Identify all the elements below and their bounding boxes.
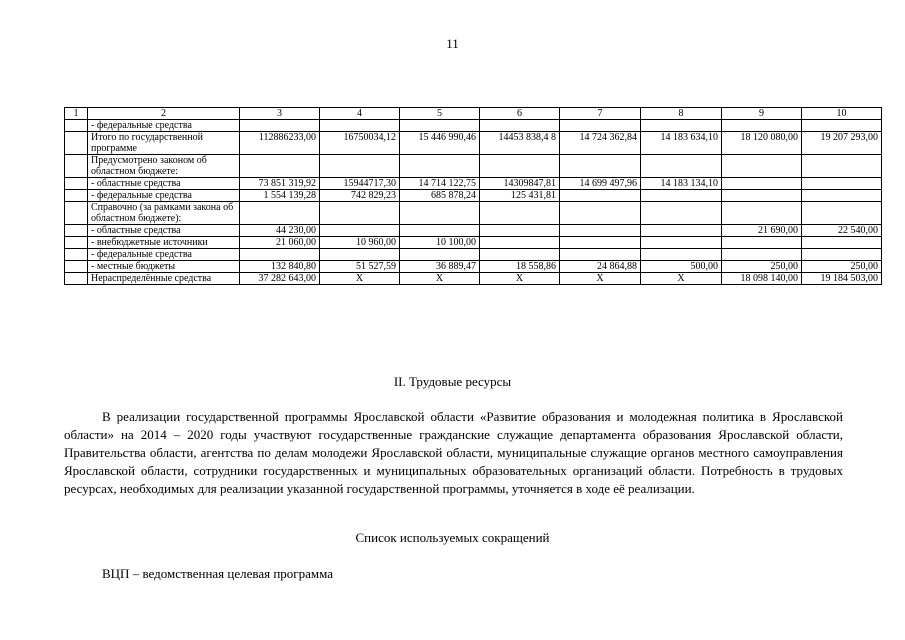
- value-cell: 14 724 362,84: [560, 132, 641, 155]
- row-label: Справочно (за рамками закона об областном бюджете):: [88, 202, 240, 225]
- value-cell: 14309847,81: [480, 178, 560, 190]
- value-cell: [560, 249, 641, 261]
- value-cell: [722, 155, 802, 178]
- value-cell: [641, 225, 722, 237]
- value-cell: [240, 249, 320, 261]
- value-cell: 44 230,00: [240, 225, 320, 237]
- value-cell: 19 184 503,00: [802, 273, 882, 285]
- value-cell: 112886233,00: [240, 132, 320, 155]
- table-row: [65, 178, 882, 190]
- value-cell: [802, 178, 882, 190]
- value-cell: [560, 190, 641, 202]
- value-cell: Х: [641, 273, 722, 285]
- value-cell: [641, 249, 722, 261]
- value-cell: 18 558,86: [480, 261, 560, 273]
- column-header: 3: [240, 108, 320, 120]
- row-number-cell: [65, 249, 88, 261]
- value-cell: [722, 249, 802, 261]
- value-cell: [320, 120, 400, 132]
- column-header: 1: [65, 108, 88, 120]
- value-cell: [400, 225, 480, 237]
- value-cell: 21 690,00: [722, 225, 802, 237]
- value-cell: 24 864,88: [560, 261, 641, 273]
- row-number-cell: [65, 225, 88, 237]
- value-cell: [400, 120, 480, 132]
- value-cell: 15 446 990,46: [400, 132, 480, 155]
- value-cell: [240, 202, 320, 225]
- row-number-cell: [65, 237, 88, 249]
- value-cell: [400, 155, 480, 178]
- row-label: - областные средства: [88, 225, 240, 237]
- section-title: II. Трудовые ресурсы: [393, 374, 512, 389]
- value-cell: 18 120 080,00: [722, 132, 802, 155]
- row-label: - федеральные средства: [88, 190, 240, 202]
- value-cell: Х: [480, 273, 560, 285]
- table-row: [65, 225, 882, 237]
- value-cell: [320, 249, 400, 261]
- column-header: 5: [400, 108, 480, 120]
- row-number-cell: [65, 273, 88, 285]
- value-cell: 250,00: [722, 261, 802, 273]
- value-cell: 51 527,59: [320, 261, 400, 273]
- row-number-cell: [65, 202, 88, 225]
- value-cell: [802, 190, 882, 202]
- value-cell: Х: [560, 273, 641, 285]
- table-row: [65, 237, 882, 249]
- value-cell: [480, 249, 560, 261]
- value-cell: [240, 120, 320, 132]
- value-cell: [641, 120, 722, 132]
- value-cell: [480, 202, 560, 225]
- table-row: [65, 190, 882, 202]
- value-cell: 500,00: [641, 261, 722, 273]
- row-number-cell: [65, 190, 88, 202]
- row-number-cell: [65, 132, 88, 155]
- value-cell: [480, 225, 560, 237]
- table-row: [65, 155, 882, 178]
- value-cell: 21 060,00: [240, 237, 320, 249]
- row-number-cell: [65, 120, 88, 132]
- row-number-cell: [65, 178, 88, 190]
- table-row: [65, 202, 882, 225]
- value-cell: 14 183 634,10: [641, 132, 722, 155]
- value-cell: 73 851 319,92: [240, 178, 320, 190]
- value-cell: 10 960,00: [320, 237, 400, 249]
- value-cell: [641, 202, 722, 225]
- row-label: - местные бюджеты: [88, 261, 240, 273]
- table-row: [65, 249, 882, 261]
- value-cell: [320, 225, 400, 237]
- value-cell: 132 840,80: [240, 261, 320, 273]
- value-cell: 742 829,23: [320, 190, 400, 202]
- table-row: [65, 261, 882, 273]
- column-header: 2: [88, 108, 240, 120]
- row-number-cell: [65, 155, 88, 178]
- value-cell: [480, 120, 560, 132]
- body-paragraph: В реализации государственной программы Ярославской области «Развитие образования и молодежная политика в Ярославской области» на 2014 – 2020 годы участвуют государственные гражданские служащие департамента образования Ярославской области, Правительства области, агентства по делам молодежи Ярославской области, муниципальные служащие органов местного самоуправления Ярославской области, сотрудники государственных и муниципальных образовательных организаций области. Потребность в трудовых ресурсах, необходимых для реализации указанной государственной программы, уточняется в ходе её реализации.: [64, 409, 843, 496]
- row-number-cell: [65, 261, 88, 273]
- value-cell: [802, 249, 882, 261]
- value-cell: 685 878,24: [400, 190, 480, 202]
- value-cell: 18 098 140,00: [722, 273, 802, 285]
- financing-table: [64, 107, 882, 285]
- row-label: - областные средства: [88, 178, 240, 190]
- row-label: Предусмотрено законом об областном бюджете:: [88, 155, 240, 178]
- row-label: Итого по государственной программе: [88, 132, 240, 155]
- value-cell: 10 100,00: [400, 237, 480, 249]
- value-cell: [240, 155, 320, 178]
- value-cell: Х: [320, 273, 400, 285]
- column-header: 7: [560, 108, 641, 120]
- column-header: 4: [320, 108, 400, 120]
- value-cell: 1 554 139,28: [240, 190, 320, 202]
- value-cell: [722, 237, 802, 249]
- table-row: [65, 273, 882, 285]
- value-cell: 37 282 643,00: [240, 273, 320, 285]
- value-cell: [400, 202, 480, 225]
- value-cell: 14 699 497,96: [560, 178, 641, 190]
- value-cell: [400, 249, 480, 261]
- value-cell: [802, 202, 882, 225]
- value-cell: [802, 237, 882, 249]
- value-cell: [722, 178, 802, 190]
- value-cell: [802, 120, 882, 132]
- value-cell: 19 207 293,00: [802, 132, 882, 155]
- value-cell: [641, 190, 722, 202]
- abbreviations-title: Список используемых сокращений: [355, 530, 550, 545]
- value-cell: [722, 190, 802, 202]
- row-label: - федеральные средства: [88, 120, 240, 132]
- value-cell: [480, 237, 560, 249]
- value-cell: [722, 120, 802, 132]
- value-cell: [641, 237, 722, 249]
- column-header: 6: [480, 108, 560, 120]
- value-cell: 250,00: [802, 261, 882, 273]
- value-cell: [802, 155, 882, 178]
- row-label: - внебюджетные источники: [88, 237, 240, 249]
- table-row: [65, 120, 882, 132]
- column-header: 8: [641, 108, 722, 120]
- value-cell: [320, 155, 400, 178]
- value-cell: [560, 155, 641, 178]
- value-cell: Х: [400, 273, 480, 285]
- column-header: 10: [802, 108, 882, 120]
- value-cell: 16750034,12: [320, 132, 400, 155]
- value-cell: 15944717,30: [320, 178, 400, 190]
- value-cell: 14453 838,4 8: [480, 132, 560, 155]
- table-row: [65, 132, 882, 155]
- value-cell: 22 540,00: [802, 225, 882, 237]
- value-cell: 125 431,81: [480, 190, 560, 202]
- row-label: Нераспределённые средства: [88, 273, 240, 285]
- value-cell: [641, 155, 722, 178]
- value-cell: [560, 237, 641, 249]
- value-cell: [722, 202, 802, 225]
- value-cell: 14 714 122,75: [400, 178, 480, 190]
- value-cell: [480, 155, 560, 178]
- value-cell: [560, 225, 641, 237]
- value-cell: 36 889,47: [400, 261, 480, 273]
- value-cell: [320, 202, 400, 225]
- value-cell: [560, 202, 641, 225]
- column-header: 9: [722, 108, 802, 120]
- page-number: 11: [446, 36, 459, 51]
- abbreviation-item: ВЦП – ведомственная целевая программа: [102, 566, 334, 581]
- value-cell: 14 183 134,10: [641, 178, 722, 190]
- value-cell: [560, 120, 641, 132]
- row-label: - федеральные средства: [88, 249, 240, 261]
- table-header-row: [65, 108, 882, 120]
